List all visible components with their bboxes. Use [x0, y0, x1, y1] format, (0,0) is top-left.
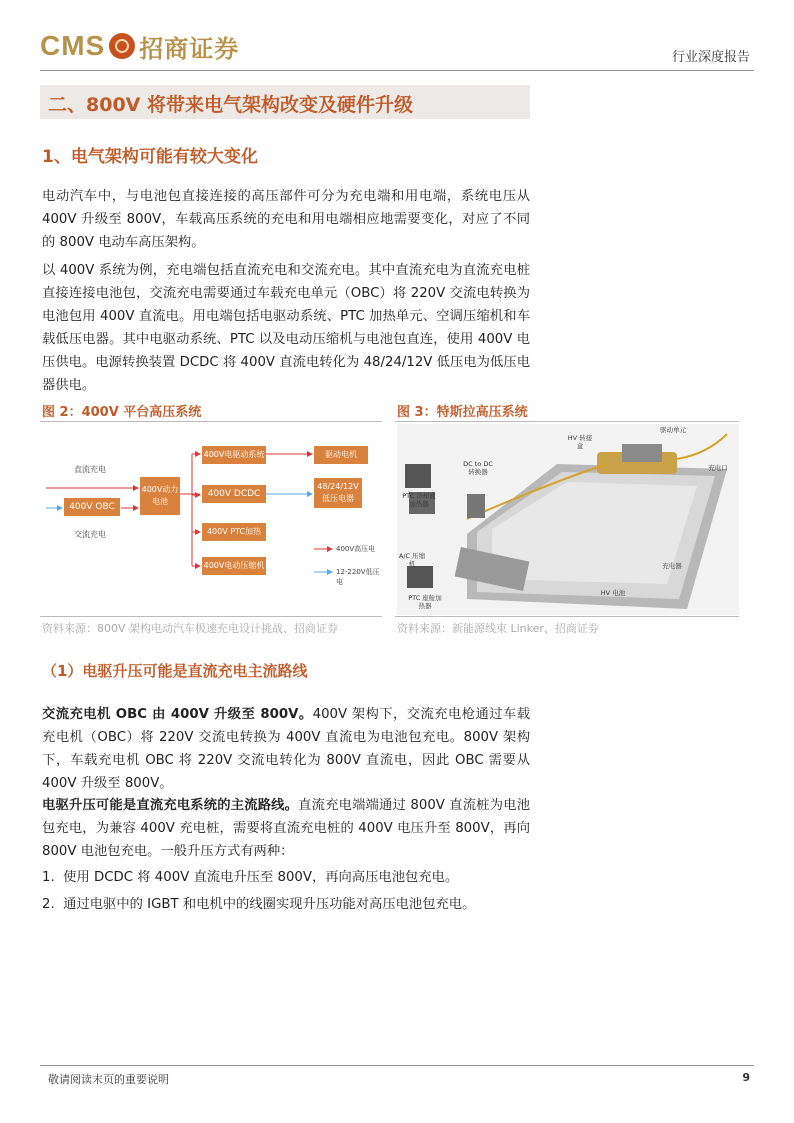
paragraph-obc — [42, 703, 530, 795]
list-item-text: 通过电驱中的 IGBT 和电机中的线圈实现升压功能对高压电池包充电。 — [63, 897, 476, 912]
figure-3-bottom-rule — [395, 616, 739, 617]
footer-note: 敬请阅读末页的重要说明 — [48, 1073, 169, 1086]
list-item — [42, 893, 530, 916]
footer-divider — [40, 1065, 754, 1066]
figure-2-title: 图 2：400V 平台高压系统 — [42, 405, 202, 420]
box-dcdc: 400V DCDC — [202, 485, 266, 503]
figure-3-title: 图 3：特斯拉高压系统 — [397, 405, 528, 420]
battery-pack-illustration — [397, 424, 739, 615]
box-ptc: 400V PTC加热 — [202, 523, 266, 541]
company-logo — [40, 26, 239, 66]
label-ptc-cabin: PTC 座舱加热器 — [408, 594, 442, 610]
paragraph-400v-system: 以 400V 系统为例，充电端包括直流充电和交流充电。其中直流充电为直流充电桩直接连接电池包，交流充电需要通过车载充电单元（OBC）将 220V 交流电转换为电池包用 400V 直流电。用电端包括电驱动系统、PTC 加热单元、空调压缩机和车载低压电器。其中电驱动系统、PTC 以及电动压缩机与电池包直连，使用 400V 电压供电。电源转换装置 DCDC 将 400V 直流电转化为 48/24/12V 低压电为低压电器供电。 — [42, 263, 530, 393]
figure-2-top-rule — [40, 421, 382, 422]
paragraph-obc-lead: 交流充电机 OBC 由 400V 升级至 800V。 — [42, 707, 313, 722]
label-hv-battery: HV 电池 — [600, 589, 626, 597]
subsection-title: 1、电气架构可能有较大变化 — [42, 147, 258, 167]
label-charger: 充电器 — [662, 562, 682, 570]
figure-3-source: 资料来源：新能源线束 Linker、招商证券 — [397, 622, 599, 635]
label-drive-unit: 驱动单元 — [660, 426, 686, 434]
legend-hv: 400V高压电 — [336, 545, 376, 553]
figure-2-source: 资料来源：800V 架构电动汽车极速充电设计挑战、招商证券 — [42, 622, 339, 635]
box-motor: 驱动电机 — [314, 446, 368, 464]
label-ptc-coolant: PTC 冷却液加热器 — [402, 492, 436, 508]
logo-latin: CMS — [40, 30, 106, 61]
figure-3-top-rule — [395, 421, 739, 422]
figure-2-bottom-rule — [40, 616, 382, 617]
list-item-text: 使用 DCDC 将 400V 直流电升压至 800V，再向高压电池包充电。 — [63, 870, 459, 885]
header-divider — [40, 70, 754, 71]
item-1-heading: （1）电驱升压可能是直流充电主流路线 — [42, 662, 308, 680]
paragraph-intro: 电动汽车中，与电池包直接连接的高压部件可分为充电端和用电端，系统电压从 400V 升级至 800V，车载高压系统的充电和用电端相应地需要变化，对应了不同的 800V 电动车高压架构。 — [42, 189, 530, 250]
label-charge-port: 充电口 — [708, 464, 728, 472]
list-item-number: 1. — [42, 870, 55, 885]
box-battery: 400V动力电池 — [140, 477, 180, 515]
logo-chinese: 招商证券 — [139, 33, 240, 63]
legend-lv: 12-220V低压电 — [336, 568, 380, 586]
label-ac-compressor: A/C 压缩机 — [398, 552, 426, 568]
label-dcdc: DC to DC 转换器 — [463, 460, 493, 476]
box-obc: 400V OBC — [64, 498, 120, 516]
figure-2-diagram — [40, 424, 382, 615]
page-number: 9 — [742, 1071, 750, 1084]
paragraph-boost — [42, 794, 530, 863]
box-compressor: 400V电动压缩机 — [202, 557, 266, 575]
label-hv-junction: HV 转接盒 — [567, 434, 593, 450]
logo-seal-icon — [109, 33, 135, 59]
list-item-number: 2. — [42, 897, 55, 912]
report-type: 行业深度报告 — [671, 50, 750, 65]
box-drive-system: 400V电驱动系统 — [202, 446, 266, 464]
box-low-voltage: 48/24/12V低压电器 — [314, 478, 362, 508]
paragraph-obc-body: 400V 架构下，交流充电枪通过车载充电机（OBC）将 220V 交流电转换为 400V 直流电为电池包充电。800V 架构下，车载充电机 OBC 将 220V 交流电转化为 800V 直流电，因此 OBC 需要从 400V 升级至 800V。 — [42, 707, 531, 791]
paragraph-boost-body: 直流充电端端通过 800V 直流桩为电池包充电，为兼容 400V 充电桩，需要将直流充电桩的 400V 电压升至 800V，再向 800V 电池包充电。一般升压方式有两种： — [42, 798, 531, 859]
label-dc-charge: 直流充电 — [74, 465, 106, 474]
label-ac-charge: 交流充电 — [74, 530, 106, 539]
section-title: 二、800V 将带来电气架构改变及硬件升级 — [48, 94, 413, 116]
paragraph-boost-lead: 电驱升压可能是直流充电系统的主流路线。 — [42, 798, 299, 813]
list-item — [42, 866, 530, 889]
tesla-hv-system-image — [397, 424, 739, 615]
